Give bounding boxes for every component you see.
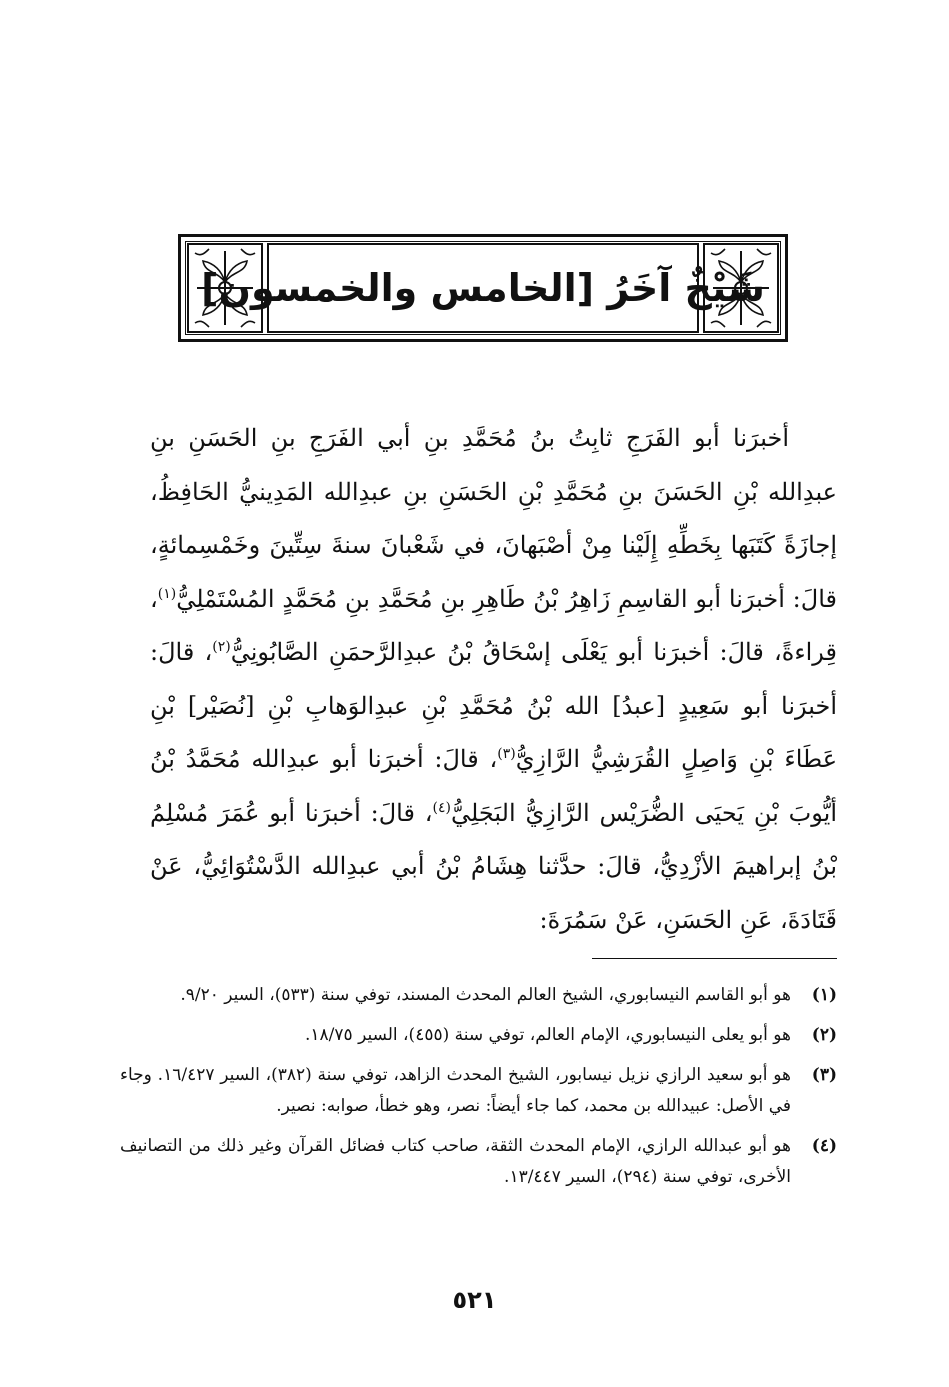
page-number: ٥٢١: [452, 1286, 497, 1314]
footnote-4: [120, 1131, 837, 1193]
footnote-number: (٤): [811, 1136, 837, 1156]
main-text: [150, 412, 837, 947]
footnote-3: [120, 1060, 837, 1122]
text-segment-4: ، قالَ: أخبرَنا أبو عبدِالله مُحَمَّدُ بْنُ أيُّوبَ بْنِ يَحيَى الضُّرَيْس الرَّازِيُّ البَجَلِيُّ: [150, 745, 838, 827]
footnote-number: (٢): [811, 1025, 837, 1045]
chapter-title: شَيْخٌ آخَرُ [الخامس والخمسون]: [201, 266, 765, 310]
footnote-2: [120, 1020, 837, 1051]
footnote-text: هو أبو عبدالله الرازي، الإمام المحدث الثقة، صاحب كتاب فضائل القرآن وغير ذلك من التصانيف الأخرى، توفي سنة (٢٩٤)، السير ١٣/٤٤٧.: [120, 1136, 791, 1187]
footnote-text: هو أبو القاسم النيسابوري، الشيخ العالم المحدث المسند، توفي سنة (٥٣٣)، السير ٩/٢٠.: [180, 985, 791, 1005]
footnote-text: هو أبو يعلى النيسابوري، الإمام العالم، توفي سنة (٤٥٥)، السير ١٨/٧٥.: [305, 1025, 791, 1045]
text-segment-5: ، قالَ: أخبرَنا أبو عُمَرَ مُسْلِمُ بْنُ إبراهيمَ الأزْدِيُّ، قالَ: حدَّثنا هِشَامُ بْنُ أبي عبدِالله الدَّسْتُوَائِيُّ، عَنْ قَتَادَةَ، عَنِ الحَسَنِ، عَنْ سَمُرَةَ:: [150, 798, 838, 934]
isnad-paragraph: [150, 412, 837, 947]
footnote-ref-1[interactable]: (١): [157, 585, 177, 602]
footnotes: [120, 980, 837, 1202]
footnote-number: (٣): [811, 1065, 837, 1085]
footnote-1: [120, 980, 837, 1011]
footnote-ref-4[interactable]: (٤): [432, 799, 451, 816]
footnote-text: هو أبو سعيد الرازي نزيل نيسابور، الشيخ المحدث الزاهد، توفي سنة (٣٨٢)، السير ١٦/٤٢٧. وجاء في الأصل: عبيدالله بن محمد، كما جاء أيضاً: نصر، وهو خطأ، صوابه: نصير.: [120, 1065, 791, 1116]
footnote-ref-3[interactable]: (٣): [497, 746, 516, 762]
footnote-ref-2[interactable]: (٢): [212, 639, 231, 655]
chapter-heading-box: [178, 234, 788, 342]
title-frame: [201, 243, 765, 333]
footnote-separator: [592, 958, 837, 959]
text-segment-2: ، قِراءةً، قالَ: أخبرَنا أبو يَعْلَى إسْحَاقُ بْنُ عبدِالرَّحمَنِ الصَّابُونِيُّ: [150, 584, 837, 666]
text-segment-3: ، قالَ: أخبرَنا أبو سَعِيدٍ [عبدُ] الله بْنُ مُحَمَّدِ بْنِ عبدِالوَهابِ بْنِ [نُصَيْر] بْنِ عَطَاءَ بْنِ وَاصِلٍ القُرَشِيُّ الرَّازِيُّ: [150, 638, 838, 773]
text-segment-1: أخبرَنا أبو الفَرَجِ ثابِتُ بنُ مُحَمَّدِ بنِ أبي الفَرَجِ بنِ الحَسَنِ بنِ عبدِالله بْنِ الحَسَنَ بنِ مُحَمَّدِ بْنِ الحَسَنِ بنِ عبدِالله المَدِينيُّ الحَافِظُ، إجازَةً كَتَبَها بِخَطِّهِ إِلَيْنا مِنْ أصْبَهانَ، في شَعْبانَ سنةَ سِتِّينَ وخَمْسِمائةٍ، قالَ: أخبرَنا أبو القاسِمِ زَاهِرُ بْنُ طَاهِرِ بنِ مُحَمَّدِ بنِ مُحَمَّدٍ المُسْتَمْلِيُّ: [150, 424, 837, 613]
footnote-number: (١): [811, 985, 837, 1005]
